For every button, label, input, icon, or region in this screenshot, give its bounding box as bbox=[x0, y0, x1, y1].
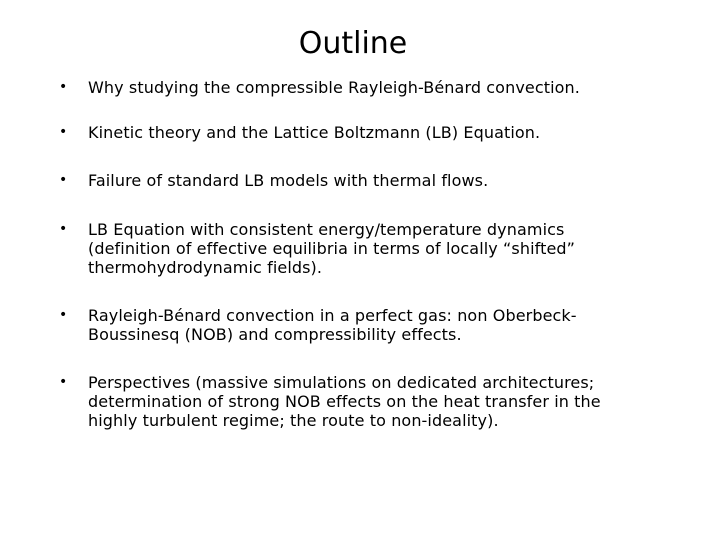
bullet-dot-icon: • bbox=[59, 172, 68, 188]
bullet-dot-icon: • bbox=[59, 374, 68, 390]
bullet-dot-icon: • bbox=[59, 124, 68, 140]
bullet-dot-icon: • bbox=[59, 79, 68, 95]
bullet-text: Rayleigh-Bénard convection in a perfect gas: non Oberbeck- Boussinesq (NOB) and compressibility effects. bbox=[88, 306, 577, 344]
bullet-dot-icon: • bbox=[59, 221, 68, 237]
bullet-text: Kinetic theory and the Lattice Boltzmann (LB) Equation. bbox=[88, 123, 541, 142]
bullet-text: Perspectives (massive simulations on dedicated architectures; determination of strong NOB effects on the heat transfer in the highly turbulent regime; the route to non-ideality). bbox=[88, 373, 601, 430]
bullet-text: Failure of standard LB models with thermal flows. bbox=[88, 171, 489, 190]
bullet-text: LB Equation with consistent energy/temperature dynamics (definition of effective equilibria in terms of locally “shifted” thermohydrodynamic fields). bbox=[88, 220, 576, 277]
bullet-text: Why studying the compressible Rayleigh-Bénard convection. bbox=[88, 78, 580, 97]
slide-title: Outline bbox=[298, 26, 408, 61]
bullet-dot-icon: • bbox=[59, 307, 68, 323]
